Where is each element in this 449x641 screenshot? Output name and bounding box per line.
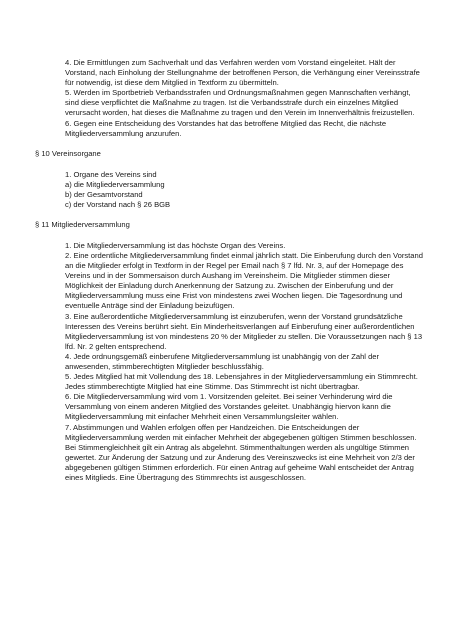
organ-item-b: b) der Gesamtvorstand [65,189,143,199]
paragraph-item-2: 2. Eine ordentliche Mitgliederversammlung findet einmal jährlich statt. Die Einberufung durch den Vorstand an die Mitglieder erfolgt in Textform in der Regel per Email nach § 7 lfd. Nr. 3, auf der Homepage des Vereins und in der Sommersaison durch Aushang im Vereinsheim. Die Mitglieder stimmen dieser Möglichkeit der Einladung durch Anerkennung der Satzung zu. Zwischen der Einberufung und der Mitgliederversammlung muss eine Frist von mindestens zwei Wochen liegen. Die Tagesordnung und eventuelle Anträge sind der Einladung beizufügen. [65,250,423,311]
section-heading-10: § 10 Vereinsorgane [35,149,101,159]
paragraph-item-6: 6. Gegen eine Entscheidung des Vorstandes hat das betroffene Mitglied das Recht, die nächste Mitgliederversammlung anzurufen. [65,118,387,138]
paragraph-item-4: 4. Die Ermittlungen zum Sachverhalt und das Verfahren werden vom Vorstand eingeleitet. Hält der Vorstand, nach Einholung der Stellungnahme der betroffenen Person, die Verhängung einer Vereinsstrafe für notwendig, ist diese dem Mitglied in Textform zu übermitteln. [65,58,420,88]
organ-item-c: c) der Vorstand nach § 26 BGB [65,199,171,209]
paragraph-item-6b: 6. Die Mitgliederversammlung wird vom 1. Vorsitzenden geleitet. Bei seiner Verhinderung wird die Versammlung von einem anderen Mitglied des Vorstandes geleitet. Unabhängig hiervon kann die Mitgliederversammlung mit einfacher Mehrheit einen Versammlungsleiter wählen. [65,392,393,422]
paragraph-item-5: 5. Werden im Sportbetrieb Verbandsstrafen und Ordnungsmaßnahmen gegen Mannschaften verhängt, sind diese verpflichtet die Maßnahme zu tragen. Ist die Verbandsstrafe durch ein einzelnes Mitglied verursacht worden, hat dieses die Maßnahme zu tragen und den Verein im Innenverhältnis freizustellen. [65,88,415,118]
section-prev-items [65,58,425,139]
section-heading-11: § 11 Mitgliederversammlung [35,220,130,230]
paragraph-item-3: 3. Eine außerordentliche Mitgliederversammlung ist einzuberufen, wenn der Vorstand grundsätzliche Interessen des Vereins berührt sieht. Ein Minderheitsverlangen auf Einberufung einer außerordentlichen Mitgliederversammlung ist von mindestens 20 % der Mitglieder zu stellen. Die Voraussetzungen nach § 13 lfd. Nr. 2 gelten entsprechend. [65,311,423,351]
paragraph-item-5b: 5. Jedes Mitglied hat mit Vollendung des 18. Lebensjahres in der Mitgliederversammlung ein Stimmrecht. Jedes stimmberechtigte Mitglied hat eine Stimme. Das Stimmrecht ist nicht übertragbar. [65,372,418,392]
organs-intro: 1. Organe des Vereins sind [65,169,157,179]
organ-item-a: a) die Mitgliederversammlung [65,179,165,189]
paragraph-item-1: 1. Die Mitgliederversammlung ist das höchste Organ des Vereins. [65,240,286,250]
section-10-body [65,170,425,210]
paragraph-item-7: 7. Abstimmungen und Wahlen erfolgen offen per Handzeichen. Die Entscheidungen der Mitgliederversammlung werden mit einfacher Mehrheit der abgegebenen gültigen Stimmen beschlossen. Bei Stimmengleichheit gilt ein Antrag als abgelehnt. Stimmenthaltungen werden als ungültige Stimmen gewertet. Zur Änderung der Satzung und zur Änderung des Vereinszwecks ist eine Mehrheit von 2/3 der abgegebenen gültigen Stimmen erforderlich. Für einen Antrag auf geheime Wahl entscheidet der Antrag eines Mitglieds. Eine Übertragung des Stimmrechts ist ausgeschlossen. [65,422,417,483]
section-11-body [65,241,425,483]
paragraph-item-4b: 4. Jede ordnungsgemäß einberufene Mitgliederversammlung ist unabhängig von der Zahl der anwesenden, stimmberechtigten Mitglieder beschlussfähig. [65,351,380,371]
